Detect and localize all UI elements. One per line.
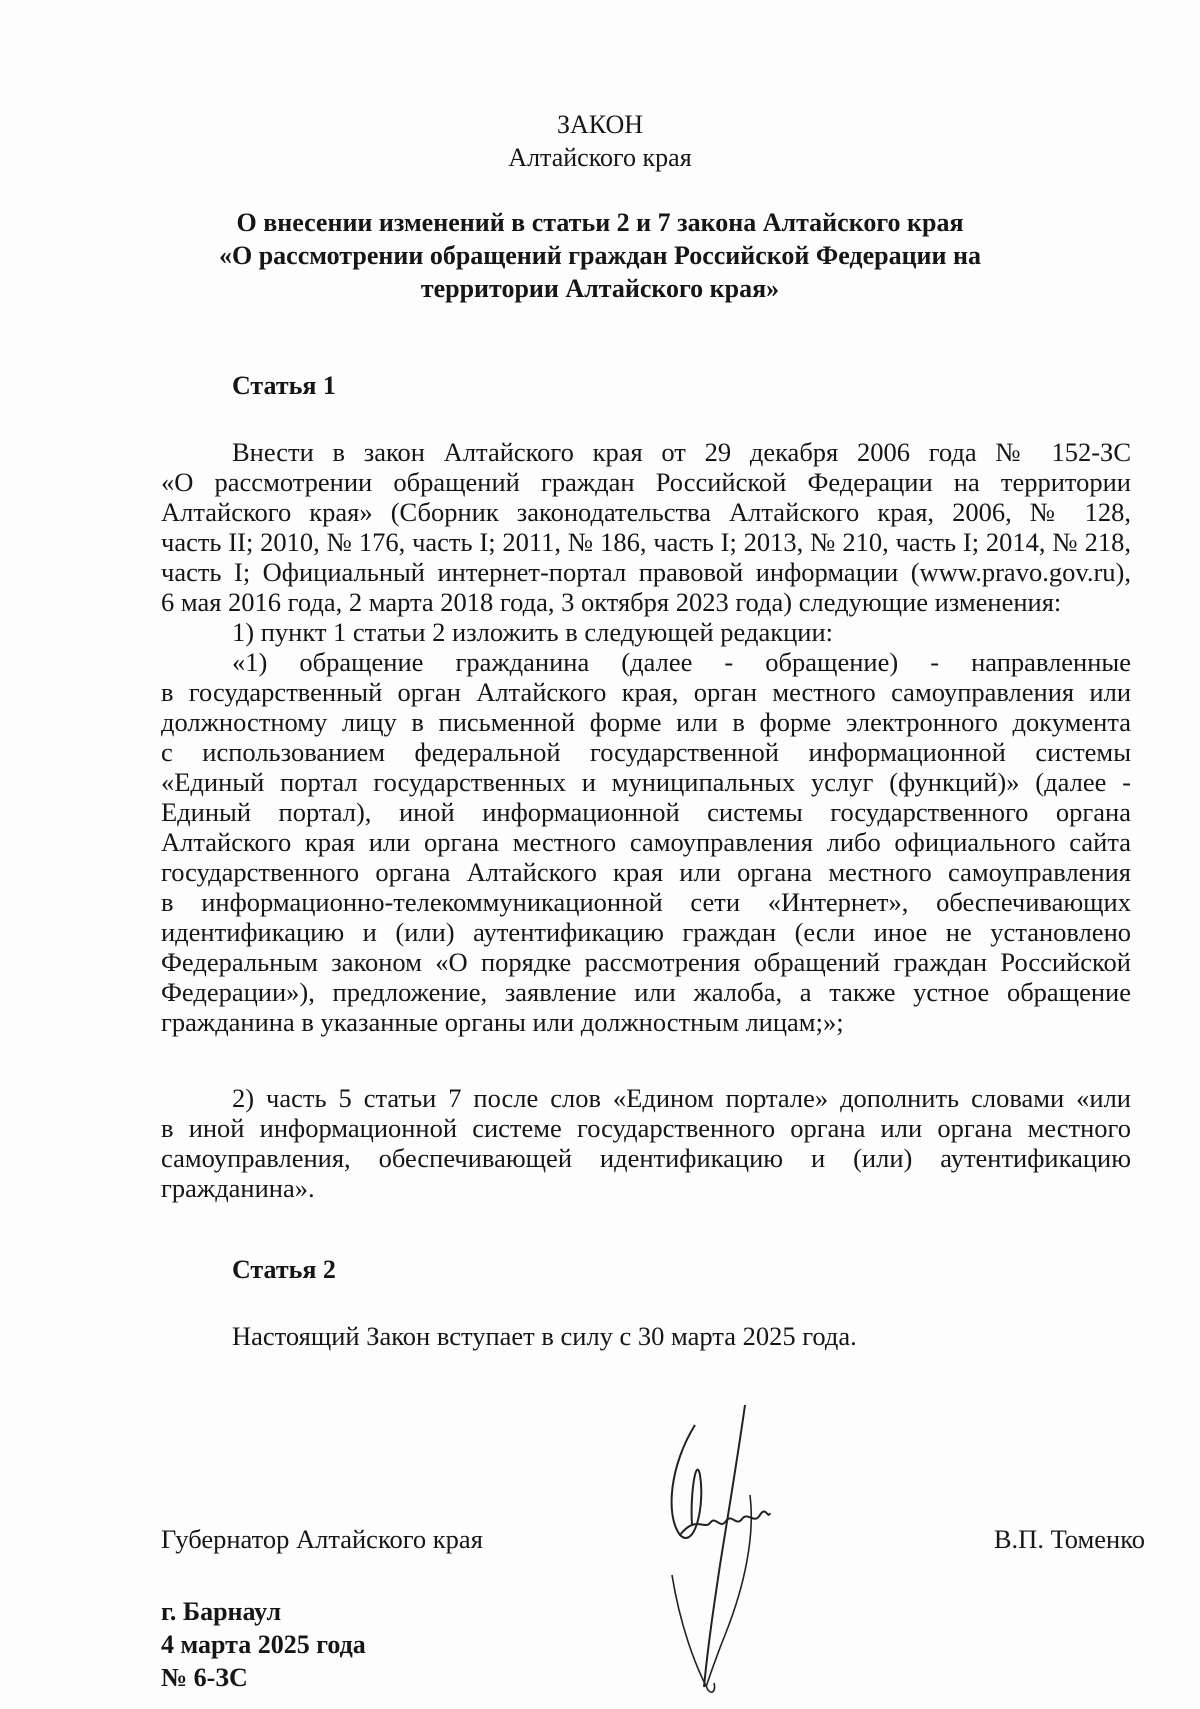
signing-date: 4 марта 2025 года: [161, 1630, 366, 1659]
article-1-item-2-line: гражданина».: [161, 1173, 315, 1203]
handwritten-signature: [650, 1395, 790, 1695]
article-1-line: в информационно-телекоммуникационной сети «Интернет», обеспечивающих: [161, 887, 1131, 917]
article-1-line: в государственный орган Алтайского края, орган местного самоуправления или: [161, 677, 1131, 707]
article-1-item-2-line: 2) часть 5 статьи 7 после слов «Едином портале» дополнить словами «или: [232, 1083, 1131, 1113]
article-1-line: 1) пункт 1 статьи 2 изложить в следующей редакции:: [232, 617, 833, 647]
article-1-line: «Единый портал государственных и муниципальных услуг (функций)» (далее -: [161, 767, 1131, 797]
article-1-line: Единый портал), иной информационной системы государственного органа: [161, 797, 1131, 827]
article-1-line: идентификацию и (или) аутентификацию граждан (если иное не установлено: [161, 917, 1131, 947]
article-1-item-2-line: в иной информационной системе государственного органа или органа местного: [161, 1113, 1131, 1143]
article-1-line: Федеральным законом «О порядке рассмотрения обращений граждан Российской: [161, 947, 1131, 977]
article-1-line: с использованием федеральной государственной информационной системы: [161, 737, 1131, 767]
heading-line: территории Алтайского края»: [420, 274, 780, 303]
law-number: № 6-ЗС: [161, 1663, 248, 1692]
document-footer: [161, 1595, 366, 1694]
article-1-line: Внести в закон Алтайского края от 29 декабря 2006 года № 152-ЗС: [232, 437, 1131, 467]
article-1-line: Федерации»), предложение, заявление или жалоба, а также устное обращение: [161, 977, 1131, 1007]
heading-line: О внесении изменений в статьи 2 и 7 закона Алтайского края: [236, 208, 964, 237]
article-1-line: часть I; Официальный интернет-портал правовой информации (www.pravo.gov.ru),: [161, 557, 1131, 587]
article-1-line: гражданина в указанные органы или должностным лицам;»;: [161, 1007, 844, 1037]
city: г. Барнаул: [161, 1597, 282, 1626]
article-1-line: «О рассмотрении обращений граждан Российской Федерации на территории: [161, 467, 1131, 497]
article-2-title: Статья 2: [232, 1255, 336, 1284]
article-1-line: Алтайского края» (Сборник законодательства Алтайского края, 2006, № 128,: [161, 497, 1131, 527]
signatory-position: Губернатор Алтайского края: [161, 1524, 483, 1554]
article-1-title: Статья 1: [232, 371, 336, 400]
article-2-text: Настоящий Закон вступает в силу с 30 марта 2025 года.: [232, 1321, 857, 1351]
law-region: Алтайского края: [508, 143, 692, 172]
heading-line: «О рассмотрении обращений граждан Российской Федерации на: [219, 241, 981, 270]
law-title: ЗАКОН: [556, 110, 644, 139]
article-1-line: «1) обращение гражданина (далее - обращение) - направленные: [232, 647, 1131, 677]
article-1-line: часть II; 2010, № 176, часть I; 2011, № 186, часть I; 2013, № 210, часть I; 2014, № 218,: [161, 527, 1131, 557]
article-1-item-2-line: самоуправления, обеспечивающей идентификацию и (или) аутентификацию: [161, 1143, 1131, 1173]
signatory-name: В.П. Томенко: [993, 1524, 1145, 1554]
article-1-line: должностному лицу в письменной форме или в форме электронного документа: [161, 707, 1131, 737]
article-1-line: Алтайского края или органа местного самоуправления либо официального сайта: [161, 827, 1131, 857]
article-1-line: 6 мая 2016 года, 2 марта 2018 года, 3 октября 2023 года) следующие изменения:: [161, 587, 1062, 617]
article-1-line: государственного органа Алтайского края или органа местного самоуправления: [161, 857, 1131, 887]
law-heading: [0, 206, 1200, 305]
